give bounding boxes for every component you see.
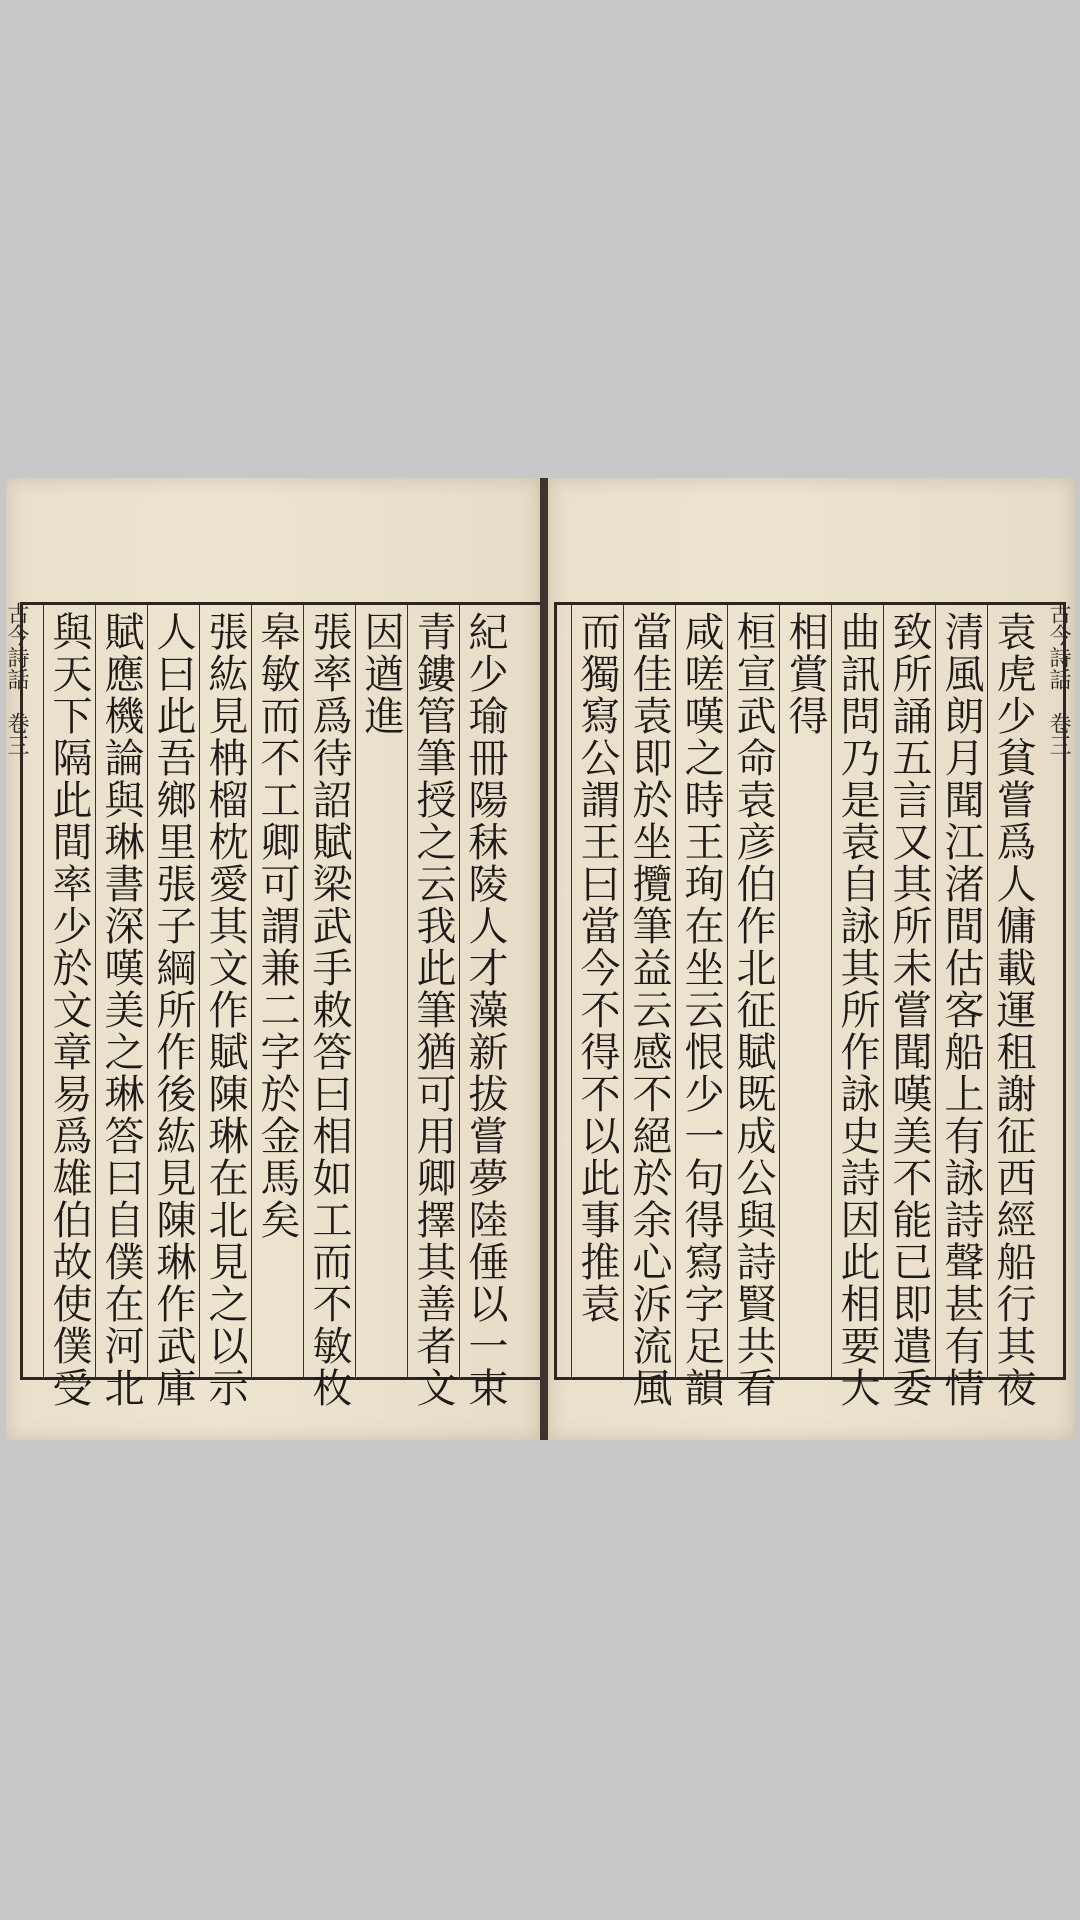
left-text-column: 人曰此吾鄉里張子綱所作後紘見陳琳作武庫 xyxy=(147,605,199,1377)
right-text-column: 袁虎少貧嘗爲人傭載運租謝征西經船行其夜 xyxy=(987,605,1039,1377)
left-text-column: 因遒進 xyxy=(355,605,407,1377)
left-text-column: 皋敏而不工卿可謂兼二字於金馬矣 xyxy=(251,605,303,1377)
left-text-column: 青鏤管筆授之云我此筆猶可用卿擇其善者文 xyxy=(407,605,459,1377)
right-text-column: 清風朗月聞江渚間估客船上有詠詩聲甚有情 xyxy=(935,605,987,1377)
book-spine xyxy=(540,478,548,1440)
left-text-column: 張紘見柟榴枕愛其文作賦陳琳在北見之以示 xyxy=(199,605,251,1377)
right-text-column: 相賞得 xyxy=(779,605,831,1377)
left-text-column: 與天下隔此間率少於文章易爲雄伯故使僕受 xyxy=(43,605,95,1377)
open-book xyxy=(6,478,1074,1440)
right-page-frame xyxy=(554,602,1066,1409)
left-page-frame xyxy=(20,602,544,1409)
left-text-column: 紀少瑜冊陽秣陵人才藻新拔嘗夢陸倕以一束 xyxy=(459,605,511,1377)
right-page xyxy=(548,478,1074,1440)
right-text-column: 當佳袁即於坐攬筆益云感不絕於余心泝流風 xyxy=(623,605,675,1377)
left-page xyxy=(6,478,540,1440)
left-page-text-columns xyxy=(43,605,511,1409)
left-page-margin-title: 古今詩話 卷三 xyxy=(4,602,29,756)
right-page-text-columns xyxy=(571,605,1039,1409)
left-text-column: 張率爲待詔賦梁武手敕答曰相如工而不敏枚 xyxy=(303,605,355,1377)
right-page-margin-title: 古今詩話 卷三 xyxy=(1046,602,1071,756)
right-text-column: 致所誦五言又其所未嘗聞嘆美不能已即遣委 xyxy=(883,605,935,1377)
right-text-column: 咸嗟嘆之時王珣在坐云恨少一句得寫字足韻 xyxy=(675,605,727,1377)
right-text-column: 而獨寫公謂王曰當今不得不以此事推袁 xyxy=(571,605,623,1377)
left-text-column: 賦應機論與琳書深嘆美之琳答曰自僕在河北 xyxy=(95,605,147,1377)
right-text-column: 曲訊問乃是袁自詠其所作詠史詩因此相要大 xyxy=(831,605,883,1377)
right-text-column: 桓宣武命袁彦伯作北征賦既成公與詩賢共看 xyxy=(727,605,779,1377)
